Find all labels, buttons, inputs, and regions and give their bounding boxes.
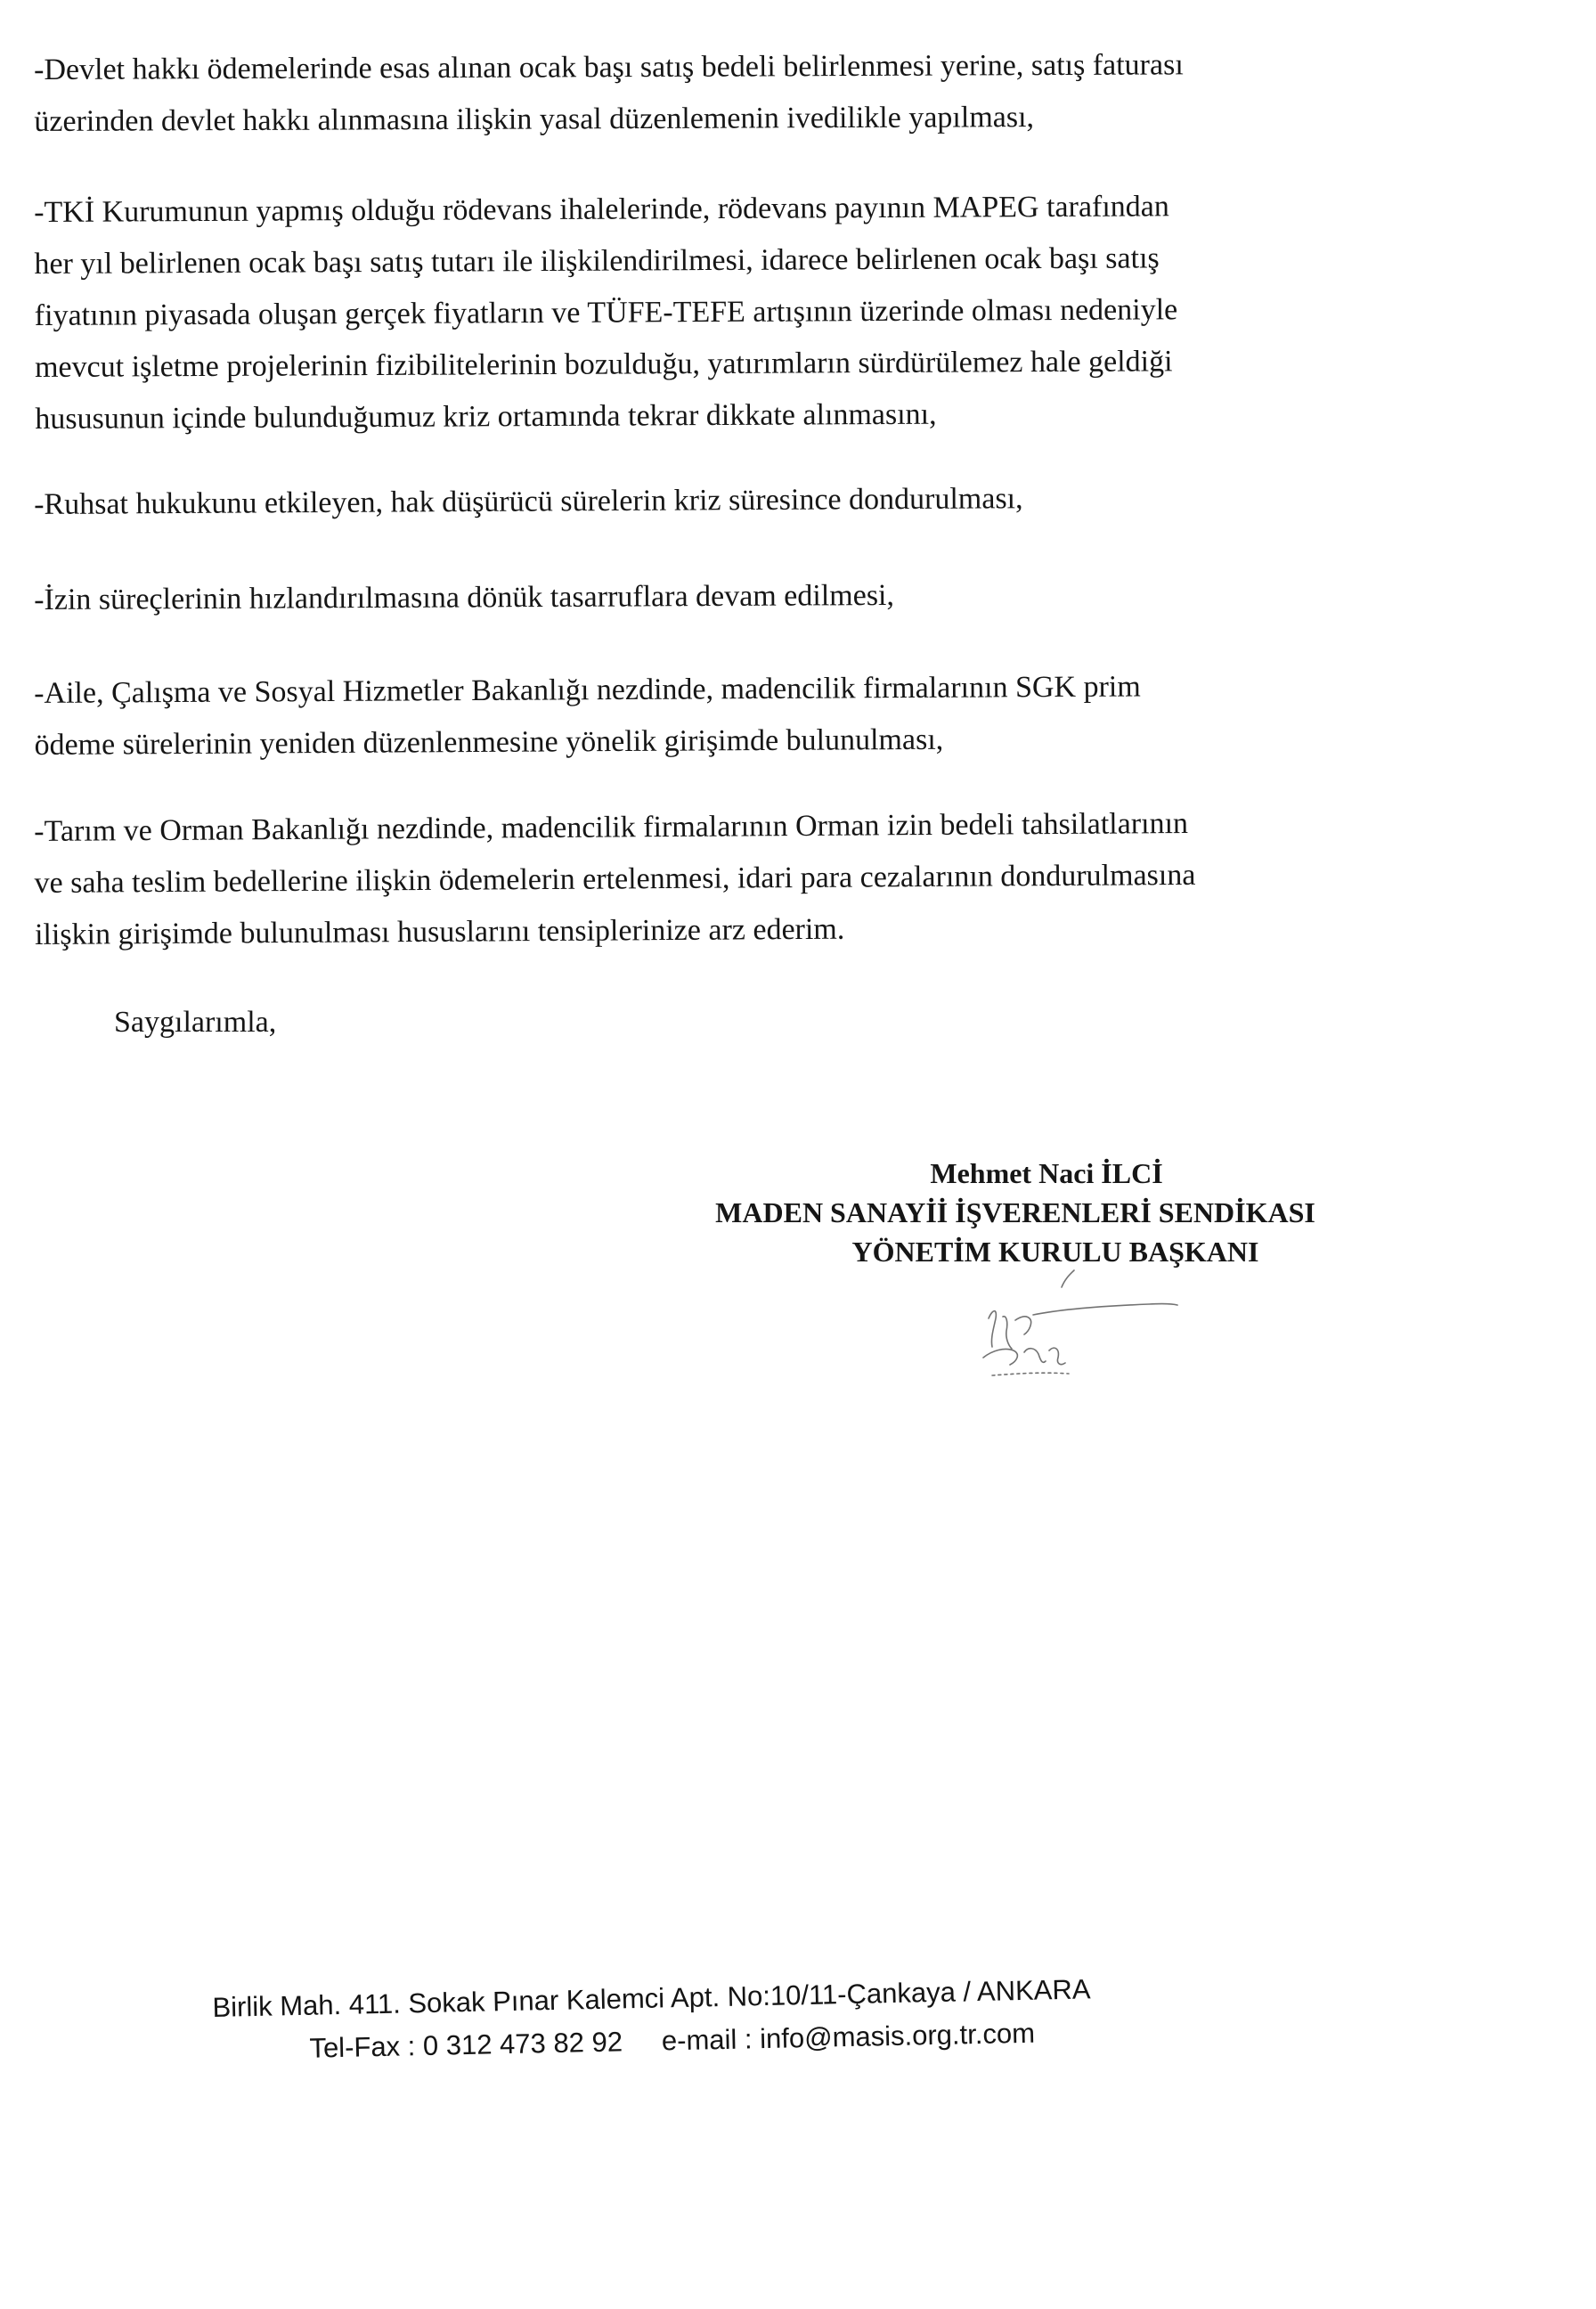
paragraph-line: -TKİ Kurumunun yapmış olduğu rödevans ihalelerinde, rödevans payının MAPEG tarafından bbox=[34, 190, 1169, 229]
closing-salutation: Saygılarımla, bbox=[114, 1006, 277, 1039]
paragraph-tarim-orman bbox=[34, 796, 1397, 961]
paragraph-sgk bbox=[34, 660, 1397, 771]
paragraph-line: mevcut işletme projelerinin fizibilitelerinin bozulduğu, yatırımların sürdürülemez hale geldiği bbox=[34, 345, 1173, 384]
paragraph-tki-rodevans bbox=[34, 180, 1397, 445]
paragraph-line: ödeme sürelerinin yeniden düzenlenmesine yönelik girişimde bulunulması, bbox=[34, 722, 944, 762]
paragraph-line: her yıl belirlenen ocak başı satış tutarı ile ilişkilendirilmesi, idarece belirlenen ocak başı satış bbox=[34, 241, 1160, 281]
signatory-name: Mehmet Naci İLCİ bbox=[930, 1157, 1163, 1189]
paragraph-line: -Aile, Çalışma ve Sosyal Hizmetler Bakanlığı nezdinde, madencilik firmalarının SGK prim bbox=[34, 670, 1141, 710]
paragraph-line: ve saha teslim bedellerine ilişkin ödemelerin ertelenmesi, idari para cezalarının dondurulmasına bbox=[34, 858, 1196, 900]
signatory-position: YÖNETİM KURULU BAŞKANI bbox=[851, 1236, 1259, 1268]
signatory-organization: MADEN SANAYİİ İŞVERENLERİ SENDİKASI bbox=[715, 1196, 1315, 1228]
paragraph-devlet-hakki bbox=[34, 38, 1396, 148]
letterhead-footer bbox=[212, 1964, 1282, 2072]
paragraph-line: -Ruhsat hukukunu etkileyen, hak düşürücü sürelerin kriz süresince dondurulması, bbox=[34, 482, 1023, 521]
signature-block bbox=[623, 1154, 1407, 1271]
paragraph-ruhsat bbox=[34, 471, 1396, 531]
footer-address: Birlik Mah. 411. Sokak Pınar Kalemci Apt. No:10/11-Çankaya / ANKARA bbox=[212, 1973, 1091, 2023]
paragraph-line: -Devlet hakkı ödemelerinde esas alınan ocak başı satış bedeli belirlenmesi yerine, satış faturası bbox=[34, 48, 1184, 86]
paragraph-izin-surecleri bbox=[34, 567, 1396, 626]
paragraph-line: üzerinden devlet hakkı alınmasına ilişkin yasal düzenlemenin ivedilikle yapılması, bbox=[34, 101, 1035, 138]
footer-email: e-mail : info@masis.org.tr.com bbox=[661, 2017, 1036, 2057]
paragraph-line: ilişkin girişimde bulunulması hususlarını tensiplerinize arz ederim. bbox=[34, 912, 845, 951]
paragraph-line: fiyatının piyasada oluşan gerçek fiyatların ve TÜFE-TEFE artışının üzerinde olması nedeniyle bbox=[34, 293, 1178, 332]
footer-phone: Tel-Fax : 0 312 473 82 92 bbox=[309, 2026, 623, 2064]
paragraph-line: -Tarım ve Orman Bakanlığı nezdinde, madencilik firmalarının Orman izin bedeli tahsilatlarının bbox=[34, 806, 1189, 848]
paragraph-line: -İzin süreçlerinin hızlandırılmasına dönük tasarruflara devam edilmesi, bbox=[34, 578, 895, 616]
handwritten-signature bbox=[962, 1265, 1211, 1416]
paragraph-line: hususunun içinde bulunduğumuz kriz ortamında tekrar dikkate alınmasını, bbox=[35, 397, 937, 436]
